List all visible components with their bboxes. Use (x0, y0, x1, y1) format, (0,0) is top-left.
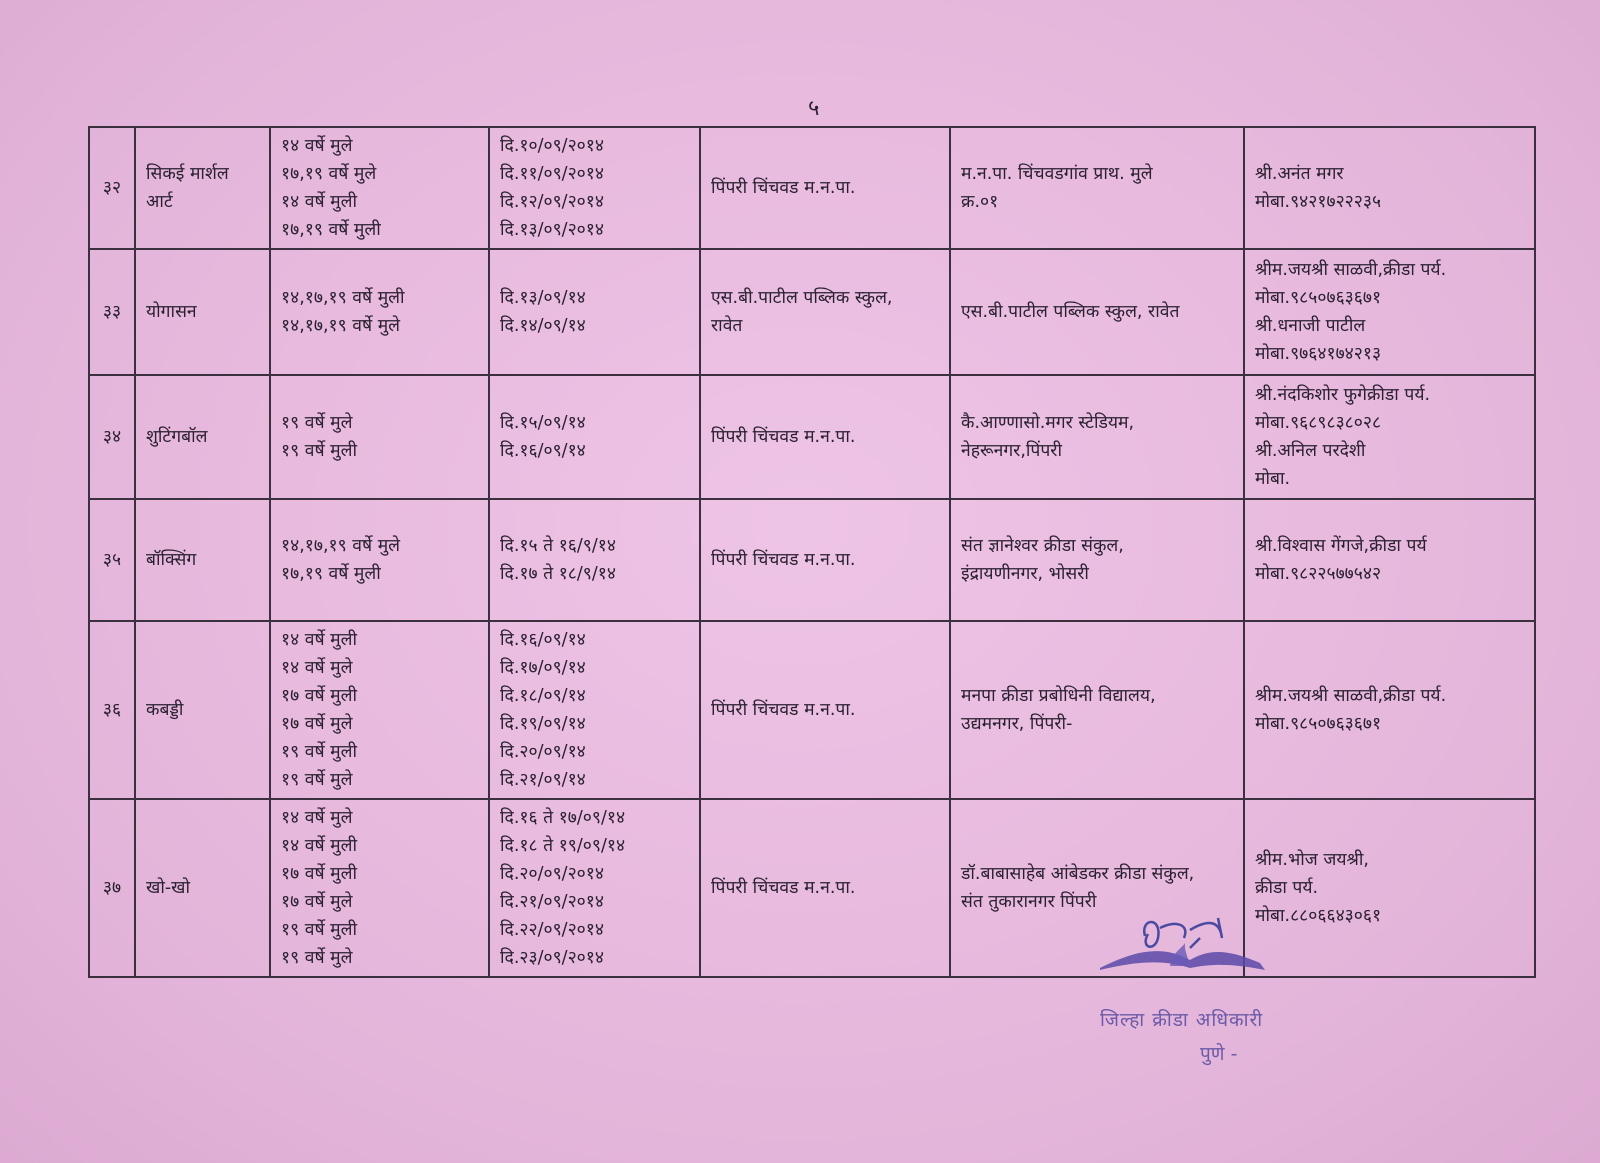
dates-line: दि.२०/०९/२०१४ (500, 864, 604, 884)
serial-number-cell: ३७ (89, 799, 135, 977)
age-groups-line: १९ वर्षे मुले (281, 770, 353, 790)
age-groups-cell (270, 499, 489, 621)
contact-line: श्रीम.भोज जयश्री, (1255, 850, 1369, 870)
table-row (89, 621, 1535, 799)
organizer-line: रावेत (711, 316, 743, 336)
stamp-office-name: जिल्हा क्रीडा अधिकारी (1100, 1009, 1264, 1031)
table-row (89, 127, 1535, 249)
age-groups-line: १४,१७,१९ वर्षे मुली (281, 288, 405, 308)
dates-line: दि.२२/०९/२०१४ (500, 920, 604, 940)
serial-number-cell: ३५ (89, 499, 135, 621)
organizer-cell (700, 799, 950, 977)
sport-cell (135, 621, 270, 799)
dates-line: दि.१७/०९/१४ (500, 658, 586, 678)
dates-line: दि.२१/०९/१४ (500, 770, 586, 790)
venue-line: क्र.०१ (961, 192, 999, 212)
organizer-line: पिंपरी चिंचवड म.न.पा. (711, 700, 856, 720)
page-number: ५ (808, 96, 820, 121)
contact-line: मोबा. (1255, 469, 1291, 489)
contact-line: मोबा.९७६४१७४२१३ (1255, 344, 1382, 364)
dates-line: दि.१७ ते १८/९/१४ (500, 564, 616, 584)
sport-cell (135, 375, 270, 499)
organizer-line: एस.बी.पाटील पब्लिक स्कुल, (711, 288, 893, 308)
venue-cell (950, 127, 1244, 249)
age-groups-line: १९ वर्षे मुले (281, 413, 353, 433)
venue-line: मनपा क्रीडा प्रबोधिनी विद्यालय, (961, 686, 1156, 706)
age-groups-line: १९ वर्षे मुली (281, 441, 358, 461)
age-groups-line: १९ वर्षे मुली (281, 920, 358, 940)
contact-line: श्री.अनिल परदेशी (1255, 441, 1366, 461)
contact-cell (1244, 375, 1535, 499)
serial-number-cell: ३२ (89, 127, 135, 249)
dates-cell (489, 375, 700, 499)
venue-cell (950, 249, 1244, 375)
organizer-line: पिंपरी चिंचवड म.न.पा. (711, 178, 856, 198)
contact-cell (1244, 249, 1535, 375)
dates-line: दि.१०/०९/२०१४ (500, 136, 604, 156)
contact-line: क्रीडा पर्य. (1255, 878, 1319, 898)
signature-mark (1144, 918, 1222, 948)
contact-line: श्री.धनाजी पाटील (1255, 316, 1366, 336)
age-groups-line: १४ वर्षे मुली (281, 630, 358, 650)
contact-cell (1244, 499, 1535, 621)
sport-cell (135, 499, 270, 621)
age-groups-cell (270, 127, 489, 249)
serial-number-cell: ३४ (89, 375, 135, 499)
dates-line: दि.२१/०९/२०१४ (500, 892, 604, 912)
dates-line: दि.२०/०९/१४ (500, 742, 586, 762)
stamp-city: पुणे - (1200, 1043, 1238, 1065)
venue-cell (950, 621, 1244, 799)
age-groups-line: १७,१९ वर्षे मुली (281, 564, 381, 584)
sport-line: शुटिंगबॉल (146, 427, 208, 447)
age-groups-line: १७ वर्षे मुले (281, 892, 353, 912)
dates-cell (489, 249, 700, 375)
sport-cell (135, 127, 270, 249)
age-groups-line: १७ वर्षे मुले (281, 714, 353, 734)
contact-line: मोबा.९८२२५७७५४२ (1255, 564, 1382, 584)
schedule-table (88, 126, 1536, 978)
dates-line: दि.१८ ते १९/०९/१४ (500, 836, 626, 856)
table-row (89, 375, 1535, 499)
dates-cell (489, 621, 700, 799)
organizer-cell (700, 127, 950, 249)
contact-line: मोबा.९६८९८३८०२८ (1255, 413, 1382, 433)
contact-line: श्री.विश्वास गेंगजे,क्रीडा पर्य (1255, 536, 1427, 556)
venue-line: कै.आण्णासो.मगर स्टेडियम, (961, 413, 1135, 433)
venue-line: संत ज्ञानेश्वर क्रीडा संकुल, (961, 536, 1124, 556)
sport-line: खो-खो (146, 878, 191, 898)
age-groups-line: १४,१७,१९ वर्षे मुले (281, 536, 401, 556)
dates-line: दि.१५/०९/१४ (500, 413, 586, 433)
organizer-line: पिंपरी चिंचवड म.न.पा. (711, 878, 856, 898)
table-row (89, 499, 1535, 621)
table-row (89, 799, 1535, 977)
contact-line: श्री.अनंत मगर (1255, 164, 1344, 184)
contact-line: श्रीम.जयश्री साळवी,क्रीडा पर्य. (1255, 260, 1447, 280)
sport-cell (135, 249, 270, 375)
contact-line: श्री.नंदकिशोर फुगेक्रीडा पर्य. (1255, 385, 1431, 405)
organizer-cell (700, 499, 950, 621)
dates-line: दि.११/०९/२०१४ (500, 164, 604, 184)
dates-line: दि.१८/०९/१४ (500, 686, 586, 706)
age-groups-line: १४,१७,१९ वर्षे मुले (281, 316, 401, 336)
organizer-line: पिंपरी चिंचवड म.न.पा. (711, 427, 856, 447)
sport-line: सिकई मार्शल (146, 164, 229, 184)
dates-line: दि.१९/०९/१४ (500, 714, 586, 734)
age-groups-line: १९ वर्षे मुले (281, 948, 353, 968)
contact-line: मोबा.९८५०७६३६७१ (1255, 288, 1382, 308)
dates-cell (489, 499, 700, 621)
dates-line: दि.१३/०९/१४ (500, 288, 586, 308)
serial-number-cell: ३६ (89, 621, 135, 799)
age-groups-cell (270, 375, 489, 499)
venue-line: म.न.पा. चिंचवडगांव प्राथ. मुले (961, 164, 1153, 184)
dates-line: दि.१२/०९/२०१४ (500, 192, 604, 212)
dates-line: दि.१६/०९/१४ (500, 630, 586, 650)
age-groups-line: १४ वर्षे मुले (281, 808, 353, 828)
serial-number-cell: ३३ (89, 249, 135, 375)
venue-line: इंद्रायणीनगर, भोसरी (961, 564, 1089, 584)
age-groups-line: १७,१९ वर्षे मुले (281, 164, 377, 184)
venue-cell (950, 499, 1244, 621)
age-groups-line: १९ वर्षे मुली (281, 742, 358, 762)
organizer-cell (700, 621, 950, 799)
dates-line: दि.१४/०९/१४ (500, 316, 586, 336)
venue-line: एस.बी.पाटील पब्लिक स्कुल, रावेत (961, 302, 1180, 322)
sport-cell (135, 799, 270, 977)
age-groups-line: १४ वर्षे मुले (281, 658, 353, 678)
organizer-cell (700, 249, 950, 375)
table-row (89, 249, 1535, 375)
venue-line: संत तुकारानगर पिंपरी (961, 892, 1097, 912)
dates-line: दि.१६ ते १७/०९/१४ (500, 808, 626, 828)
age-groups-line: १७ वर्षे मुली (281, 864, 358, 884)
contact-line: मोबा.९८५०७६३६७१ (1255, 714, 1382, 734)
dates-cell (489, 799, 700, 977)
age-groups-cell (270, 799, 489, 977)
contact-cell (1244, 127, 1535, 249)
sport-line: बॉक्सिंग (146, 550, 197, 570)
dates-line: दि.१६/०९/१४ (500, 441, 586, 461)
sport-line: कबड्डी (146, 700, 184, 720)
age-groups-cell (270, 621, 489, 799)
age-groups-line: १७,१९ वर्षे मुली (281, 220, 381, 240)
age-groups-line: १४ वर्षे मुले (281, 136, 353, 156)
contact-line: मोबा.९४२१७२२२३५ (1255, 192, 1382, 212)
contact-line: मोबा.८८०६६४३०६१ (1255, 906, 1382, 926)
dates-cell (489, 127, 700, 249)
dates-line: दि.१३/०९/२०१४ (500, 220, 604, 240)
organizer-cell (700, 375, 950, 499)
age-groups-line: १७ वर्षे मुली (281, 686, 358, 706)
venue-line: डॉ.बाबासाहेब आंबेडकर क्रीडा संकुल, (961, 864, 1195, 884)
venue-line: नेहरूनगर,पिंपरी (961, 441, 1062, 461)
contact-line: श्रीम.जयश्री साळवी,क्रीडा पर्य. (1255, 686, 1447, 706)
age-groups-line: १४ वर्षे मुली (281, 836, 358, 856)
dates-line: दि.१५ ते १६/९/१४ (500, 536, 616, 556)
venue-line: उद्यमनगर, पिंपरी- (961, 714, 1073, 734)
venue-cell (950, 375, 1244, 499)
contact-cell (1244, 621, 1535, 799)
sport-line: आर्ट (146, 192, 173, 212)
sport-line: योगासन (146, 302, 197, 322)
age-groups-line: १४ वर्षे मुली (281, 192, 358, 212)
age-groups-cell (270, 249, 489, 375)
organizer-line: पिंपरी चिंचवड म.न.पा. (711, 550, 856, 570)
dates-line: दि.२३/०९/२०१४ (500, 948, 604, 968)
